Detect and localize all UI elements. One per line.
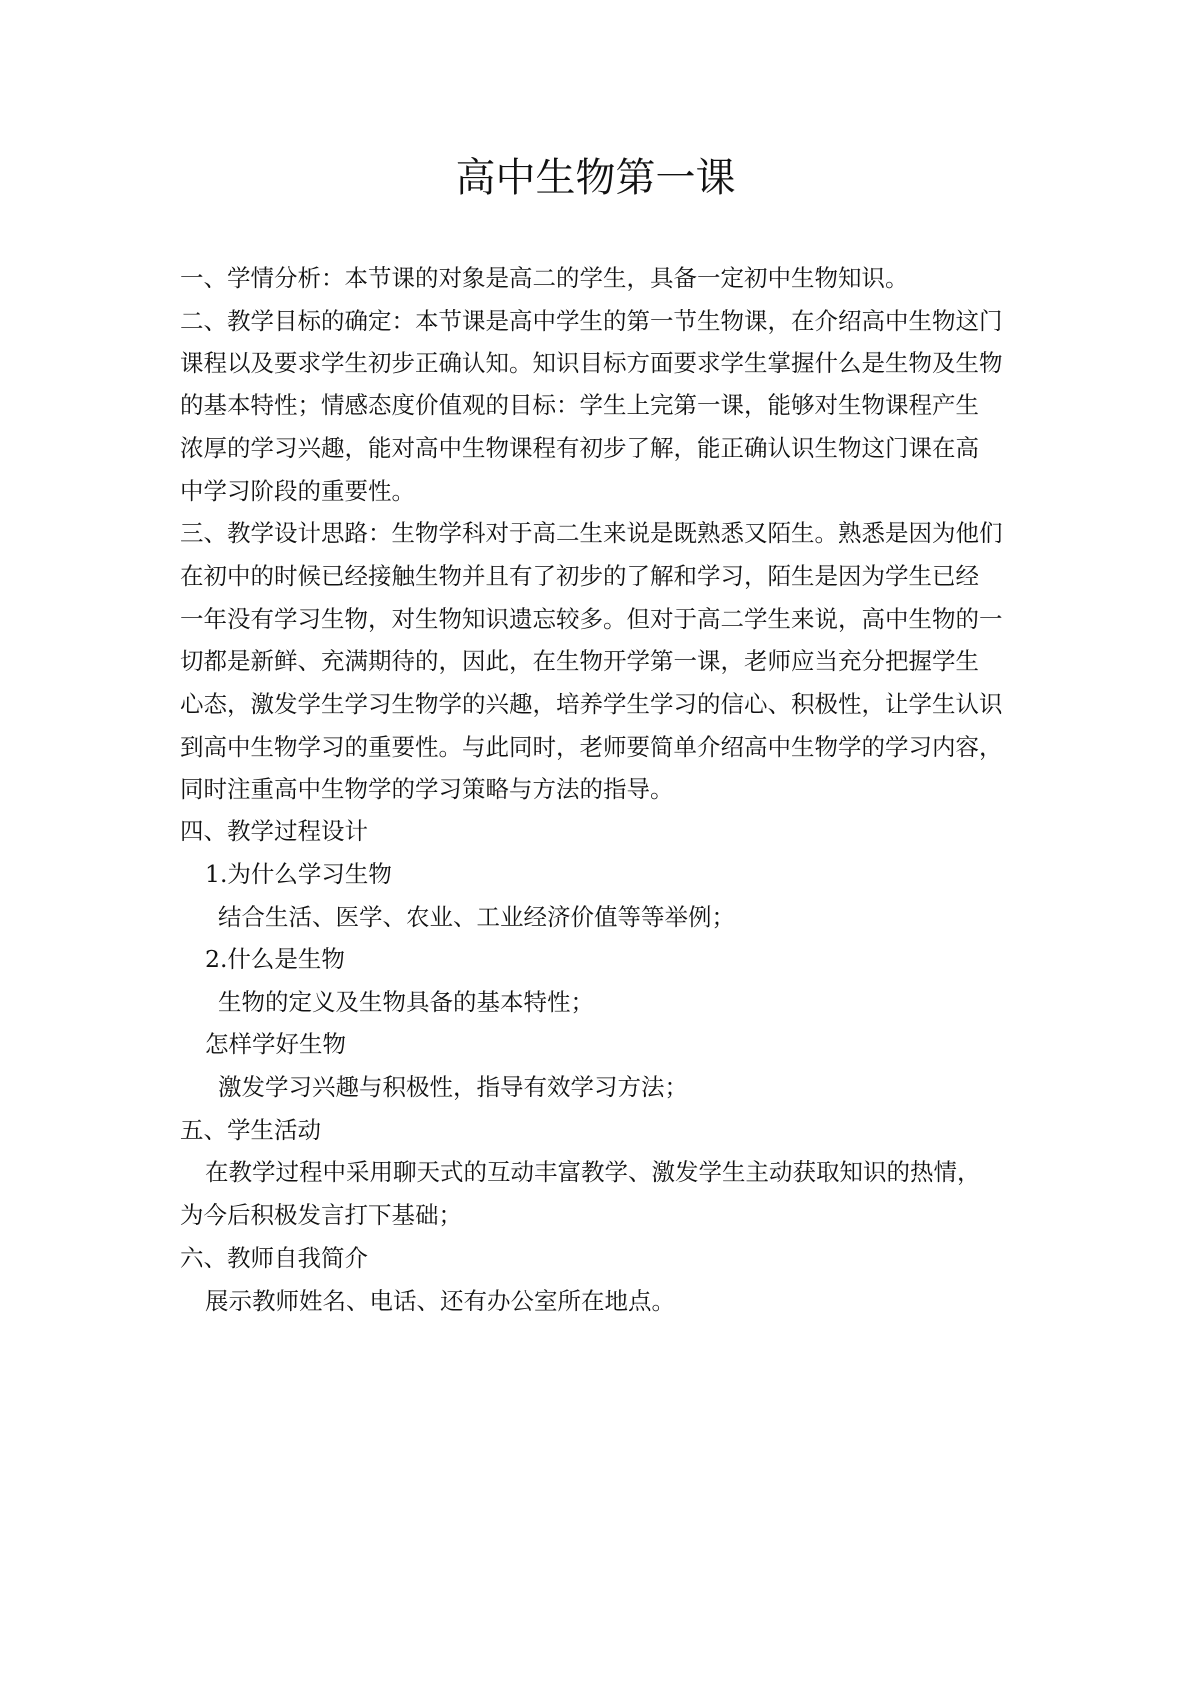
subsection-heading: 1.为什么学习生物	[205, 860, 392, 888]
text-line: 为今后积极发言打下基础；	[180, 1201, 462, 1229]
subsection-heading: 2.什么是生物	[205, 945, 345, 973]
text-line: 课程以及要求学生初步正确认知。知识目标方面要求学生掌握什么是生物及生物	[180, 349, 1003, 377]
section-heading: 四、教学过程设计	[180, 817, 368, 845]
text-line: 一年没有学习生物，对生物知识遗忘较多。但对于高二学生来说，高中生物的一	[180, 605, 1003, 633]
text-line: 二、教学目标的确定：本节课是高中学生的第一节生物课，在介绍高中生物这门	[180, 307, 1003, 335]
text-line: 三、教学设计思路：生物学科对于高二生来说是既熟悉又陌生。熟悉是因为他们	[180, 519, 1003, 547]
text-line: 激发学习兴趣与积极性，指导有效学习方法；	[218, 1073, 688, 1101]
text-line: 展示教师姓名、电话、还有办公室所在地点。	[205, 1287, 675, 1315]
text-line: 一、学情分析：本节课的对象是高二的学生，具备一定初中生物知识。	[180, 264, 909, 292]
text-line: 心态，激发学生学习生物学的兴趣，培养学生学习的信心、积极性，让学生认识	[180, 690, 1003, 718]
text-line: 在教学过程中采用聊天式的互动丰富教学、激发学生主动获取知识的热情，	[205, 1158, 981, 1186]
text-line: 的基本特性；情感态度价值观的目标：学生上完第一课，能够对生物课程产生	[180, 391, 979, 419]
text-line: 浓厚的学习兴趣，能对高中生物课程有初步了解，能正确认识生物这门课在高	[180, 434, 979, 462]
text-line: 生物的定义及生物具备的基本特性；	[218, 988, 594, 1016]
text-line: 中学习阶段的重要性。	[180, 477, 415, 505]
subsection-heading: 怎样学好生物	[205, 1030, 346, 1058]
text-line: 到高中生物学习的重要性。与此同时，老师要简单介绍高中生物学的学习内容，	[180, 733, 1003, 761]
text-line: 结合生活、医学、农业、工业经济价值等等举例；	[218, 903, 735, 931]
section-heading: 六、教师自我简介	[180, 1244, 368, 1272]
text-line: 同时注重高中生物学的学习策略与方法的指导。	[180, 775, 674, 803]
page-title: 高中生物第一课	[455, 155, 736, 201]
section-heading: 五、学生活动	[180, 1116, 321, 1144]
text-line: 切都是新鲜、充满期待的，因此，在生物开学第一课，老师应当充分把握学生	[180, 647, 979, 675]
text-line: 在初中的时候已经接触生物并且有了初步的了解和学习，陌生是因为学生已经	[180, 562, 979, 590]
